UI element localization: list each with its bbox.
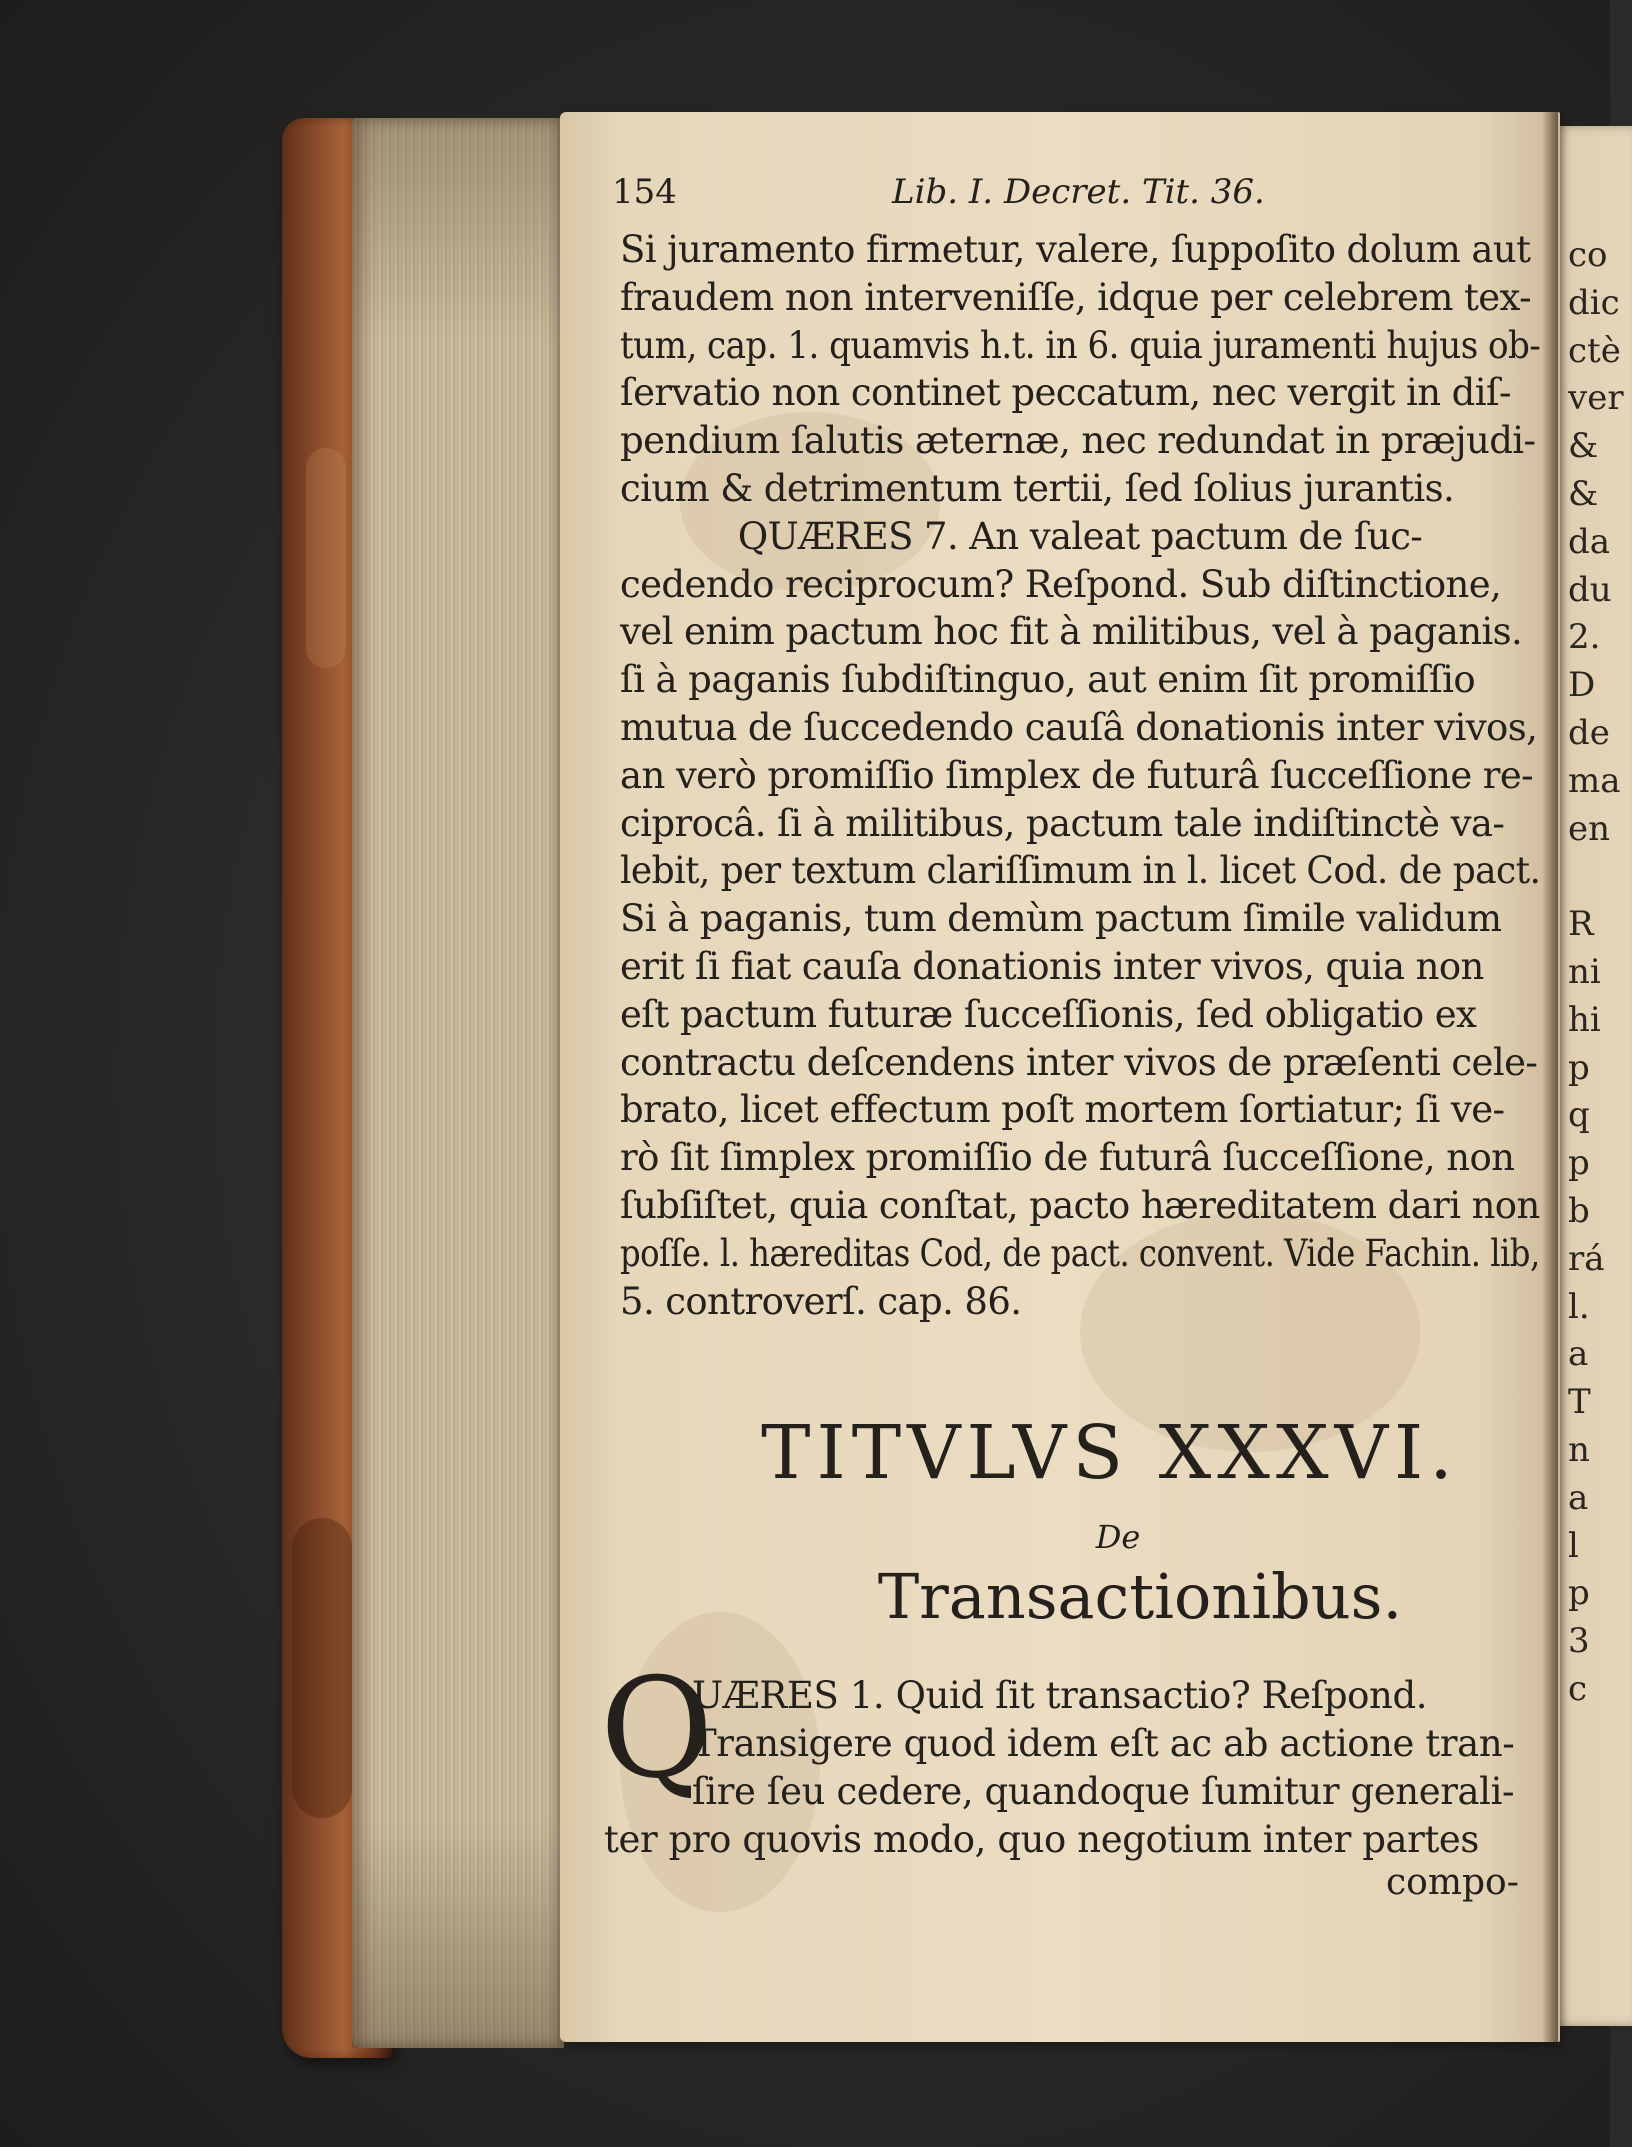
facing-page-fragment: l — [1568, 1525, 1579, 1566]
text-line: ter pro quovis modo, quo negotium inter partes — [604, 1818, 1480, 1861]
body-text — [620, 226, 1540, 1325]
facing-page-fragment: p — [1568, 1573, 1590, 1614]
facing-page-fragment: da — [1568, 521, 1611, 562]
text-line: cedendo reciprocum? Reſpond. Sub diſtinctione, — [620, 562, 1502, 606]
text-line: ſervatio non continet peccatum, nec vergit in diſ- — [620, 371, 1511, 415]
facing-page-fragment: a — [1568, 1334, 1589, 1375]
facing-page-fragment: hi — [1568, 999, 1601, 1040]
facing-page-fragment: rá — [1568, 1238, 1605, 1279]
section-title: TITVLVS XXXVI. — [761, 1410, 1459, 1496]
drop-cap: Q — [600, 1648, 714, 1809]
facing-page-fragment: p — [1568, 1143, 1590, 1184]
facing-page-fragment: ctè — [1568, 330, 1621, 371]
facing-page-fragment: D — [1568, 665, 1596, 706]
facing-page-fragment: a — [1568, 1477, 1589, 1518]
text-line: ciprocâ. ſi à militibus, pactum tale indiſtinctè va- — [620, 801, 1505, 845]
text-line: pendium ſalutis æternæ, nec redundat in præjudi- — [620, 419, 1536, 463]
facing-page-fragment: l. — [1568, 1286, 1590, 1327]
text-line: ſire ſeu cedere, quandoque ſumitur generali- — [692, 1770, 1515, 1813]
facing-page-fragment: & — [1568, 426, 1599, 467]
text-line: erit ſi fiat cauſa donationis inter vivos, quia non — [620, 944, 1484, 988]
text-line: contractu deſcendens inter vivos de præſenti cele- — [620, 1040, 1538, 1084]
text-line: fraudem non interveniſſe, idque per celebrem tex- — [620, 275, 1532, 319]
page-edges — [352, 118, 564, 2048]
facing-page-fragment: du — [1568, 569, 1612, 610]
text-line: tum, cap. 1. quamvis h.t. in 6. quia juramenti hujus ob- — [620, 323, 1541, 367]
section-subtitle: Transactionibus. — [877, 1560, 1403, 1633]
text-line: brato, licet effectum poſt mortem ſortiatur; ſi ve- — [620, 1088, 1505, 1132]
facing-page-fragment: T — [1568, 1382, 1591, 1423]
binding-wear — [306, 448, 346, 668]
text-line: rò ſit ſimplex promiſſio de futurâ ſucceſſione, non — [620, 1136, 1515, 1180]
text-line: QUÆRES 7. An valeat pactum de ſuc- — [737, 514, 1423, 558]
text-line: eſt pactum futuræ ſucceſſionis, ſed obligatio ex — [620, 992, 1477, 1036]
text-line: Transigere quod idem eſt ac ab actione tran- — [692, 1722, 1515, 1765]
section-title-de: De — [1095, 1518, 1141, 1556]
facing-page-fragment: n — [1568, 1429, 1590, 1470]
binding-wear — [292, 1518, 352, 1818]
facing-page-fragment: b — [1568, 1190, 1590, 1231]
text-line: Si juramento firmetur, valere, ſuppoſito dolum aut — [620, 228, 1531, 271]
text-line: mutua de ſuccedendo cauſâ donationis inter vivos, — [620, 705, 1538, 749]
text-line: Si à paganis, tum demùm pactum ſimile validum — [620, 897, 1502, 941]
text-line: 5. controverſ. cap. 86. — [620, 1279, 1022, 1323]
facing-page-fragment: & — [1568, 473, 1599, 514]
facing-page-fragment: dic — [1568, 282, 1620, 323]
facing-page-fragment: 3 — [1568, 1621, 1590, 1662]
text-line: an verò promiſſio ſimplex de futurâ ſucceſſione re- — [620, 753, 1534, 797]
facing-page-fragment: ni — [1568, 951, 1601, 992]
text-line: poſſe. l. hæreditas Cod, de pact. convent. Vide Fachin. lib, — [620, 1231, 1540, 1275]
section-body-text — [604, 1672, 1552, 1864]
facing-page-fragment: R — [1568, 904, 1594, 945]
facing-page-fragment: 2. — [1568, 617, 1601, 658]
facing-page-fragment: p — [1568, 1047, 1590, 1088]
facing-page-fragment: de — [1568, 712, 1610, 753]
page-number: 154 — [612, 172, 677, 212]
facing-page-fragment: c — [1568, 1668, 1588, 1709]
facing-page-fragment: en — [1568, 808, 1611, 849]
text-line: lebit, per textum clariſſimum in l. licet Cod. de pact. — [620, 849, 1541, 893]
facing-page-fragment: ma — [1568, 760, 1621, 801]
catchword: compo- — [1386, 1862, 1519, 1903]
text-line: ſi à paganis ſubdiſtinguo, aut enim ſit promiſſio — [620, 658, 1476, 702]
running-title: Lib. I. Decret. Tit. 36. — [892, 172, 1265, 212]
facing-page-fragment: co — [1568, 235, 1608, 275]
facing-page-fragment: q — [1568, 1095, 1590, 1136]
facing-page-fragment — [1568, 853, 1610, 901]
text-line: ſubſiſtet, quia conſtat, pacto hæreditatem dari non — [620, 1183, 1540, 1227]
facing-page-fragment: ver — [1568, 378, 1624, 419]
text-line: UÆRES 1. Quid ſit transactio? Reſpond. — [692, 1674, 1428, 1717]
text-line: vel enim pactum hoc fit à militibus, vel à paganis. — [620, 610, 1523, 654]
text-line: cium & detrimentum tertii, ſed ſolius jurantis. — [620, 466, 1455, 510]
page-edges-shade — [352, 118, 564, 2048]
facing-page-text — [1568, 232, 1624, 1714]
